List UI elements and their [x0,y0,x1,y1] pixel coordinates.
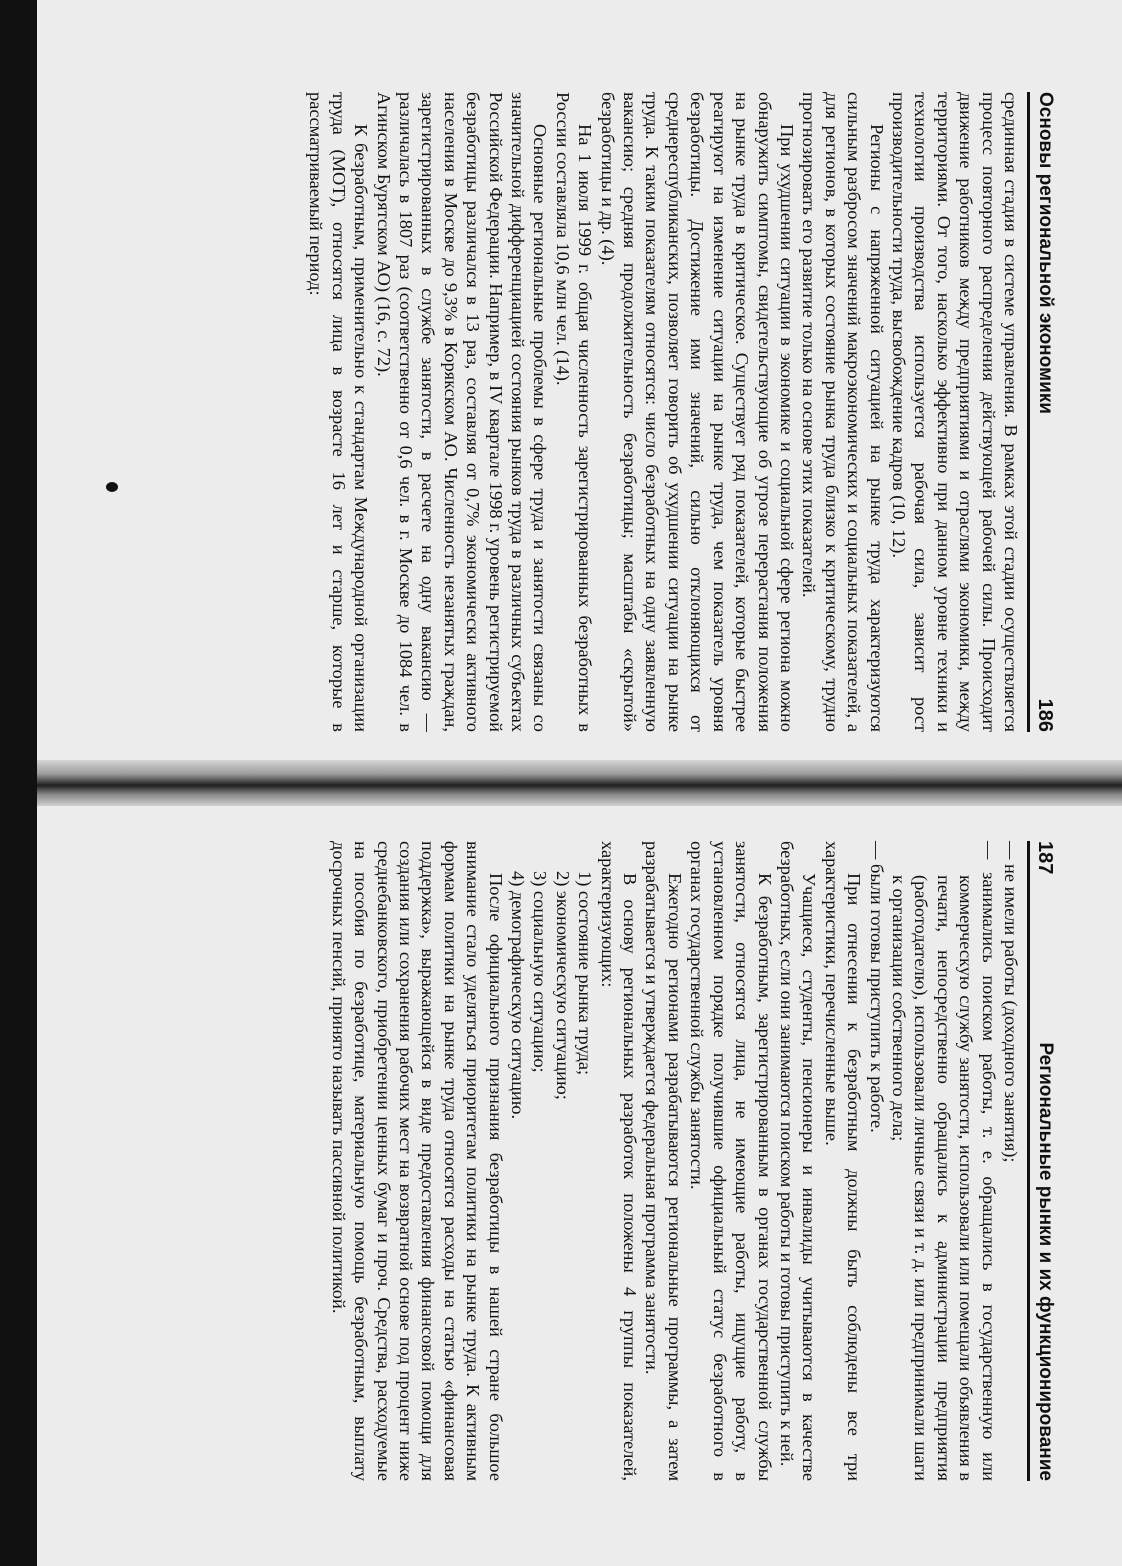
paragraph: срединная стадия в системе управления. В рамках этой стадии осуществляется процесс повторного распределения действующей рабочей силы. Происходит движение работников между предприятиями и отраслями экономики, между территориями. От того, насколько эффективно при данном уровне техники и технологии производства используется рабочая сила, зависит рост производительности труда, высвобождение кадров (10, 12). [888,92,1021,732]
paragraph: При отнесении к безработным должны быть соблюдены все три характеристики, перечисленные выше. [821,841,865,1481]
paragraph: В основу региональных разработок положены 4 группы показателей, характеризующих: [597,841,641,1481]
paragraph: Ежегодно регионами разрабатываются региональные программы, а затем разрабатывается и утверждается федеральная программа занятости. [642,841,685,1481]
left-header-title: Основы региональной экономики [1035,92,1056,414]
paragraph: На 1 июля 1999 г. общая численность зарегистрированных безработных в России составляла 10,6 млн чел. (14). [552,92,596,732]
list-item: 4) демографическую ситуацию. [508,871,529,1120]
left-page [0,0,1122,760]
dash-item: — были готовы приступить к работе. [866,841,887,1133]
left-page-header [1027,92,1056,732]
paragraph: К безработным, зарегистрированным в органах государственной службы занятости, относятся лица, не имеющие работы, ищущие работу, в установленном порядке получившие официальный статус безработного в органах государственной службы занятости. [687,841,775,1481]
list-item: 1) состояние рынка труда; [575,871,596,1076]
paragraph: После официального признания безработицы в нашей стране большое внимание стало уделяться приоритетам политики на рынке труда. К активным формам политики на рынке труда относятся расходы на статью «финансовая поддержка», выражающейся в виде предоставления финансовой помощи для создания или сохранения рабочих мест на возвратной основе под процент ниже среднебанковского, приобретении ценных бумаг и проч. Средства, расходуемые на пособия по безработице, материальную помощь безработным, выплату досрочных пенсий, принято называть пассивной политикой. [328,841,506,1481]
right-page-number: 187 [1034,841,1056,875]
right-page-body [327,841,1022,1481]
right-page-header [1027,841,1056,1481]
scan-edge-band [0,0,37,1566]
right-header-title: Региональные рынки и их функционирование [1035,1042,1056,1481]
list-item: 2) экономическую ситуацию; [552,871,573,1100]
paragraph: При ухудшении ситуации в экономике и социальной сфере региона можно обнаружить симптомы, свидетельствующие об угрозе перерастания положения на рынке труда в критическое. Существует ряд показателей, которые быстрее реагируют на изменение ситуации на рынке труда, чем показатель уровня безработицы. Достижение ими значений, сильно отклоняющихся от среднереспубликанских, позволяет говорить об ухудшении ситуации на рынке труда. К таким показателям относятся: число безработных на одну заявленную вакансию; средняя продолжительность безработицы; масштабы «скрытой» безработицы и др. (4). [597,92,797,732]
book-gutter [0,760,1122,806]
paragraph: Регионы с напряженной ситуацией на рынке труда характеризуются сильным разбросом значений макроэкономических и социальных показателей, а для регионов, в которых состояние рынка труда близко к критическому, трудно прогнозировать его развитие только на основе этих показателей. [799,92,887,732]
dash-item: — не имели работы (доходного занятия); [1001,841,1021,1163]
dash-item: — занимались поиском работы, т. е. обращались в государственную или коммерческую службу занятости, использовали или помещали объявления в печати, непосредственно обращались к администрации предприятия (работодателю), использовали личные связи и т. д. или предпринимали шаги к организации собственного дела; [888,841,999,1481]
right-page [0,806,1122,1566]
list-item: 3) социальную ситуацию; [530,871,551,1073]
paragraph: Учащиеся, студенты, пенсионеры и инвалиды учитываются в качестве безработных, если они занимаются поиском работы и готовы приступить к ней. [776,841,820,1481]
ink-dot [106,482,118,492]
paragraph: Основные региональные проблемы в сфере труда и занятости связаны со значительной дифференциацией состояния рынков труда в различных субъектах Российской Федерации. Например, в IV квартале 1998 г. уровень регистрируемой безработицы различался в 13 раз, составляя от 0,7% экономически активного населения в Москве до 9,3% в Корякском АО. Численность незанятых граждан, зарегистрированных в службе занятости, в расчете на одну вакансию — различалась в 1807 раз (соответственно от 0,6 чел. в г. Москве до 1084 чел. в Агинском Бурятском АО) (16, с. 72). [373,92,551,732]
paragraph: К безработным, применительно к стандартам Международной организации труда (МОТ), относятся лица в возрасте 16 лет и старше, которые в рассматриваемый период: [306,92,372,732]
left-page-number: 186 [1034,698,1056,732]
left-page-body [305,92,1022,732]
